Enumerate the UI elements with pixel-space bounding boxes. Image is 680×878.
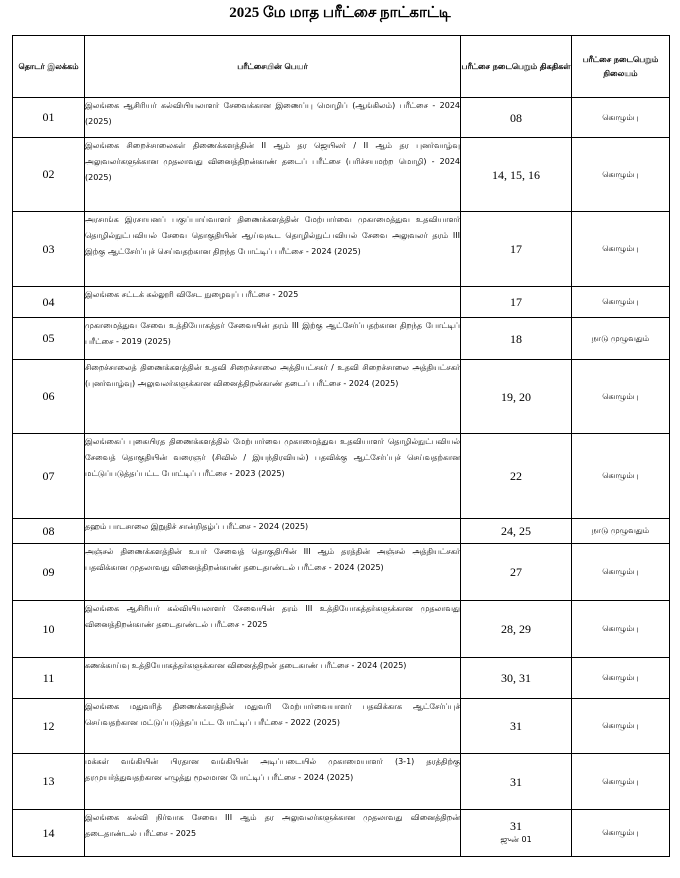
serial-number: 05 (13, 318, 85, 360)
serial-number: 08 (13, 519, 85, 544)
exam-name: முகாமைத்துவ சேவை உத்தியோகத்தர் சேவையின் தரம் III இற்கு ஆட்சேர்ப்பதற்கான திறந்த போட்டிப் பரீட்சை - 2019 (2025) (85, 318, 461, 360)
serial-number: 04 (13, 287, 85, 318)
page-title: 2025 மே மாத பரீட்சை நாட்காட்டி (229, 5, 451, 21)
exam-name: அரசாங்க இரசாயனப் பகுப்பாய்வாளர் திணைக்களத்தின் மேற்பார்வை முகாமைத்துவ உதவியாளர் தொழில்நுட்பவியல் சேவை தொகுதியின் ஆய்வுகூட தொழில்நுட்பவியல் சேவை அலுவலர் தரம் III இற்கு ஆட்சேர்ப்புச் செய்வதற்கான திறந்த போட்டிப் பரீட்சை - 2024 (2025) (85, 212, 461, 287)
exam-dates: 17 (461, 212, 572, 287)
header-exam-place: பரீட்சை நடைபெறும் நிலையம் (572, 36, 670, 98)
serial-number: 07 (13, 434, 85, 519)
exam-place: கொழும்பு (572, 658, 670, 699)
table-row (13, 544, 670, 601)
exam-place: கொழும்பு (572, 601, 670, 658)
serial-number: 14 (13, 810, 85, 857)
table-row (13, 519, 670, 544)
serial-number: 01 (13, 98, 85, 138)
exam-dates: 18 (461, 318, 572, 360)
table-row (13, 287, 670, 318)
exam-name: மக்கள் வங்கியின் பிரதான வங்கியின் அடிப்படையில் முகாமையாளர் (3-1) தரத்திற்கு தரமுயர்த்துவதற்கான எழுத்து மூலமான போட்டிப் பரீட்சை - 2024 (2025) (85, 754, 461, 810)
exam-name: இலங்கை கல்வி நிர்வாக சேவை III ஆம் தர அலுவலர்களுக்கான முதலாவது வினைத்திறன் தடைதாண்டல் பரீட்சை - 2025 (85, 810, 461, 857)
exam-dates: 30, 31 (461, 658, 572, 699)
exam-name: இலங்கை ஆசிரியர் கல்வியியலாளர் சேவைக்கான இணைப்பு மொழிப் (ஆங்கிலம்) பரீட்சை - 2024 (2025) (85, 98, 461, 138)
exam-date-primary: 31 (510, 819, 522, 833)
serial-number: 03 (13, 212, 85, 287)
exam-place: கொழும்பு (572, 699, 670, 754)
exam-dates: 14, 15, 16 (461, 138, 572, 212)
header-exam-dates: பரீட்சை நடைபெறும் திகதிகள் (461, 36, 572, 98)
exam-dates: 27 (461, 544, 572, 601)
exam-dates: 31 (461, 754, 572, 810)
table-row (13, 754, 670, 810)
table-row (13, 318, 670, 360)
serial-number: 09 (13, 544, 85, 601)
exam-name: இலங்கை ஆசிரியர் கல்வியியலாளர் சேவையின் தரம் III உத்தியோகத்தர்களுக்கான முதலாவது வினைத்திறன்காண் தடைதாண்டல் பரீட்சை - 2025 (85, 601, 461, 658)
serial-number: 11 (13, 658, 85, 699)
serial-number: 02 (13, 138, 85, 212)
exam-name: இலங்கைப் புகையிரத திணைக்களத்தில் மேற்பார்வை முகாமைத்துவ உதவியாளர் தொழில்நுட்பவியல் சேவைத் தொகுதியின் வரைஞர் (சிவில் / இயந்திரவியல்) பதவிக்கு ஆட்சேர்ப்புச் செய்வதற்கான மட்டுப்படுத்தப்பட்ட போட்டிப் பரீட்சை - 2023 (2025) (85, 434, 461, 519)
exam-place: கொழும்பு (572, 98, 670, 138)
header-exam-name: பரீட்சையின் பெயர் (85, 36, 461, 98)
table-row (13, 434, 670, 519)
exam-name: இலங்கை மதுவரித் திணைக்களத்தின் மதுவரி மேற்பார்வையாளர் பதவிக்காக ஆட்சேர்ப்புச் செய்வதற்கான மட்டுப்படுத்தப்பட்ட போட்டிப் பரீட்சை - 2022 (2025) (85, 699, 461, 754)
exam-place: கொழும்பு (572, 360, 670, 434)
exam-dates: 24, 25 (461, 519, 572, 544)
exam-dates: 31 (461, 699, 572, 754)
exam-place: கொழும்பு (572, 810, 670, 857)
exam-place: கொழும்பு (572, 544, 670, 601)
serial-number: 06 (13, 360, 85, 434)
exam-dates: 08 (461, 98, 572, 138)
exam-name: சிறைச்சாலைத் திணைக்களத்தின் உதவி சிறைச்சாலை அத்தியட்சகர் / உதவி சிறைச்சாலை அத்தியட்சகர் (புனர்வாழ்வு) அலுவலர்களுக்கான வினைத்திறன்காண் தடைப் பரீட்சை - 2024 (2025) (85, 360, 461, 434)
exam-dates (461, 810, 572, 857)
exam-place: கொழும்பு (572, 138, 670, 212)
header-serial-number: தொடர் இலக்கம் (13, 36, 85, 98)
exam-name: தஹம் பாடசாலை இறுதிச் சான்றிதழ்ப் பரீட்சை - 2024 (2025) (85, 519, 461, 544)
table-row (13, 699, 670, 754)
header-row (13, 36, 670, 98)
exam-place: நாடு முழுவதும் (572, 519, 670, 544)
exam-place: நாடு முழுவதும் (572, 318, 670, 360)
exam-dates: 28, 29 (461, 601, 572, 658)
serial-number: 12 (13, 699, 85, 754)
exam-name: இலங்கை சட்டக் கல்லூரி விசேட நுழைவுப் பரீட்சை - 2025 (85, 287, 461, 318)
table-row (13, 601, 670, 658)
exam-dates: 17 (461, 287, 572, 318)
exam-name: கணக்காய்வு உத்தியோகத்தர்களுக்கான வினைத்திறன் தடைகாண் பரீட்சை - 2024 (2025) (85, 658, 461, 699)
exam-dates: 22 (461, 434, 572, 519)
table-row (13, 98, 670, 138)
exam-place: கொழும்பு (572, 212, 670, 287)
serial-number: 10 (13, 601, 85, 658)
table-row (13, 138, 670, 212)
exam-date-secondary: ஜுன் 01 (500, 835, 532, 844)
exam-schedule-table (12, 35, 670, 857)
exam-name: அஞ்சல் திணைக்களத்தின் உயர் சேவைத் தொகுதியின் III ஆம் தரத்தின் அஞ்சல் அத்தியட்சகர் பதவிக்கான முதலாவது வினைத்திறன்காண் தடைதாண்டல் பரீட்சை - 2024 (2025) (85, 544, 461, 601)
table-row (13, 658, 670, 699)
exam-place: கொழும்பு (572, 287, 670, 318)
exam-place: கொழும்பு (572, 434, 670, 519)
exam-name: இலங்கை சிறைச்சாலைகள் திணைக்களத்தின் II ஆம் தர ஜெயிலர் / II ஆம் தர புனர்வாழ்வு அலுவலர்களுக்கான முதலாவது வினைத்திறன்காண் தடைப் பரீட்சை (பரிச்சயமற்ற மொழி) - 2024 (2025) (85, 138, 461, 212)
table-row (13, 810, 670, 857)
table-row (13, 360, 670, 434)
exam-place: கொழும்பு (572, 754, 670, 810)
table-row (13, 212, 670, 287)
exam-dates: 19, 20 (461, 360, 572, 434)
serial-number: 13 (13, 754, 85, 810)
